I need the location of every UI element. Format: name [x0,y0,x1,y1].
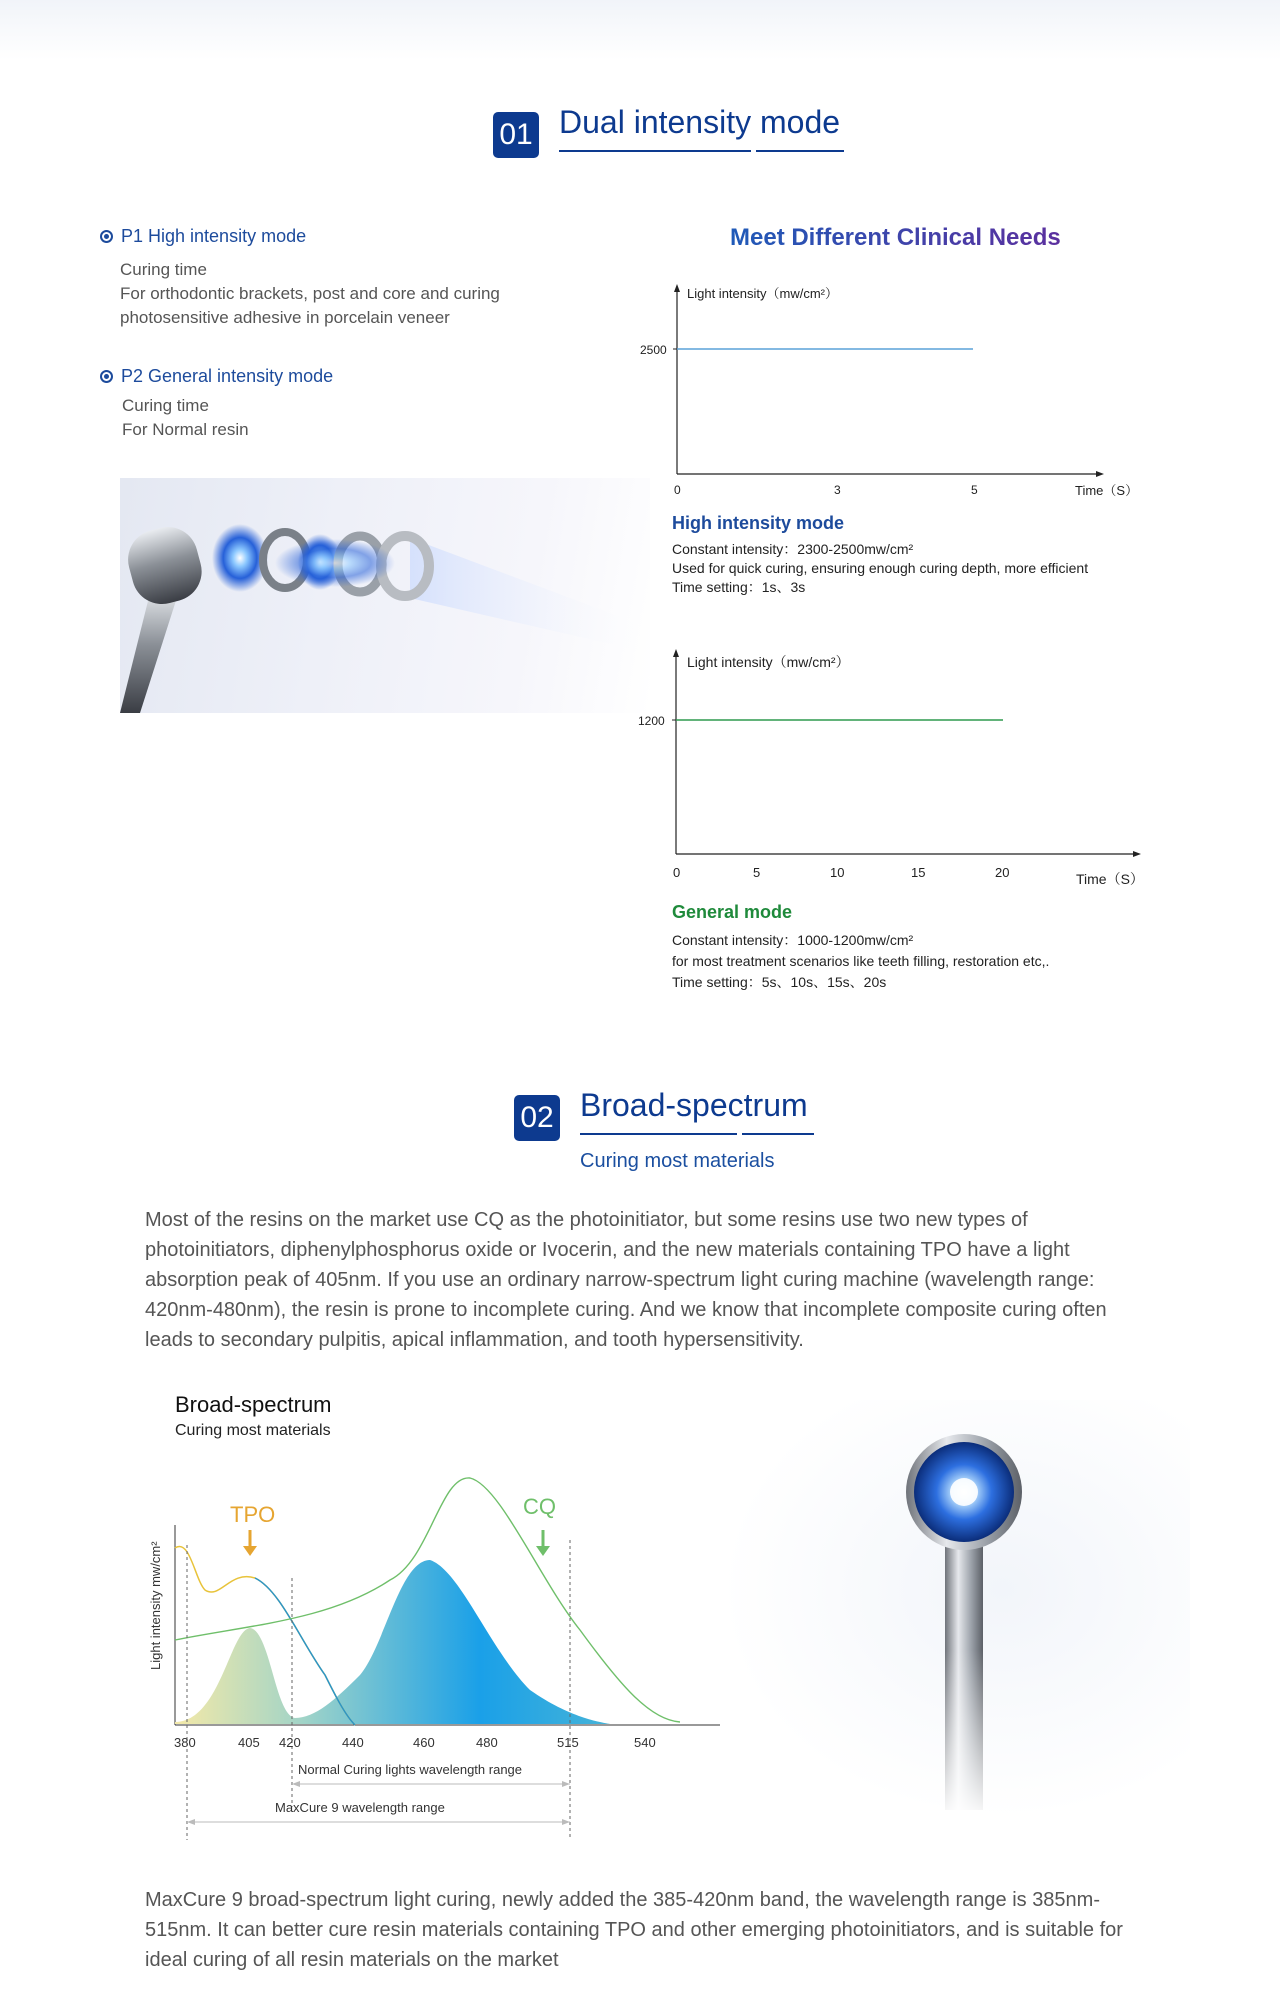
tick-label: 0 [674,483,681,497]
high-mode-line: Constant intensity：2300-2500mw/cm² [672,541,914,557]
tick-label: 540 [634,1735,656,1750]
title-underline [559,150,751,152]
title-underline [580,1133,737,1135]
general-ylabel: Light intensity（mw/cm²） [687,654,850,670]
p2-line: For Normal resin [122,420,249,439]
high-mode-head: High intensity mode [672,513,845,533]
spectrum-area [175,1560,610,1724]
p1-line: Curing time [120,260,207,279]
general-mode-line: Constant intensity：1000-1200mw/cm² [672,932,914,948]
section2-number: 02 [514,1095,560,1141]
tick-label: 460 [413,1735,435,1750]
tick-label: 3 [834,483,841,497]
section1-title: Dual intensity mode [559,104,841,140]
tick-label: 380 [174,1735,196,1750]
spectrum-subtitle: Curing most materials [175,1422,331,1439]
section1-number: 01 [493,112,539,158]
high-mode-line: Time setting：1s、3s [672,579,806,595]
section2-footer-paragraph: MaxCure 9 broad-spectrum light curing, newly added the 385-420nm band, the wavelength range is 385nm-515nm. It can better cure resin materials containing TPO and other emerging photoinitiators, and is suitable for ideal curing of all resin materials on the market [145,1889,1123,1971]
tick-label: 20 [995,865,1010,880]
tpo-label: TPO [230,1502,276,1527]
section2-title: Broad-spectrum [580,1087,808,1123]
maxcure-range-label: MaxCure 9 wavelength range [275,1800,445,1815]
tick-label: 10 [830,865,845,880]
general-mode-chart [630,645,1150,895]
bullet-icon [100,230,113,243]
tick-label: 480 [476,1735,498,1750]
general-mode-details [672,930,1049,993]
high-mode-details [672,540,1088,597]
bullet-icon [100,370,113,383]
high-ylabel: Light intensity（mw/cm²） [687,286,838,301]
general-mode-head: General mode [672,902,793,922]
spectrum-chart [130,1450,750,1850]
tick-label: 405 [238,1735,260,1750]
tick-label: 515 [557,1735,579,1750]
section1-header [493,100,840,158]
normal-range-label: Normal Curing lights wavelength range [298,1762,523,1777]
section2-subtitle: Curing most materials [580,1150,775,1172]
high-intensity-chart [630,280,1150,500]
curing-light-photo [120,478,650,713]
high-level-label: 2500 [640,343,667,357]
cq-label: CQ [523,1494,556,1519]
spectrum-title: Broad-spectrum [175,1392,332,1417]
p2-description [122,394,249,442]
general-level-label: 1200 [638,714,665,728]
general-mode-line: for most treatment scenarios like teeth filling, restoration etc,. [672,953,1050,969]
p1-title-text: P1 High intensity mode [121,226,307,246]
p2-line: Curing time [122,396,209,415]
title-underline [742,1133,814,1135]
p1-description [120,258,500,330]
tick-label: 0 [673,865,681,880]
tick-label: 440 [342,1735,364,1750]
tick-label: 420 [279,1735,301,1750]
p2-title-text: P2 General intensity mode [121,366,334,386]
title-underline [756,150,844,152]
top-fade [0,0,1280,60]
high-xlabel: Time（S） [1075,483,1139,498]
p1-line: For orthodontic brackets, post and core and curing [120,284,500,303]
general-xlabel: Time（S） [1076,871,1144,887]
tick-label: 5 [971,483,978,497]
curing-light-head-photo [720,1400,1190,1820]
spectrum-ylabel: Light intensity mw/cm² [148,1541,163,1670]
tpo-arrow-icon [243,1546,257,1556]
tick-label: 15 [911,865,926,880]
general-mode-line: Time setting：5s、10s、15s、20s [672,974,887,990]
p2-title [100,366,333,387]
p1-title [100,226,306,247]
chart-heading: Meet Different Clinical Needs [730,224,1061,251]
section2-header [514,1083,808,1141]
tick-label: 5 [753,865,761,880]
section2-paragraph: Most of the resins on the market use CQ as the photoinitiator, but some resins use two new types of photoinitiators, diphenylphosphorus oxide or Ivocerin, and the new materials containing TPO have a light absorption peak of 405nm. If you use an ordinary narrow-spectrum light curing machine (wavelength range: 420nm-480nm), the resin is prone to incomplete curing. And we know that incomplete composite curing often leads to secondary pulpitis, apical inflammation, and tooth hypersensitivity. [145,1209,1107,1351]
cq-arrow-icon [536,1546,550,1556]
high-mode-line: Used for quick curing, ensuring enough curing depth, more efficient [672,560,1089,576]
p1-line: photosensitive adhesive in porcelain veneer [120,308,450,327]
